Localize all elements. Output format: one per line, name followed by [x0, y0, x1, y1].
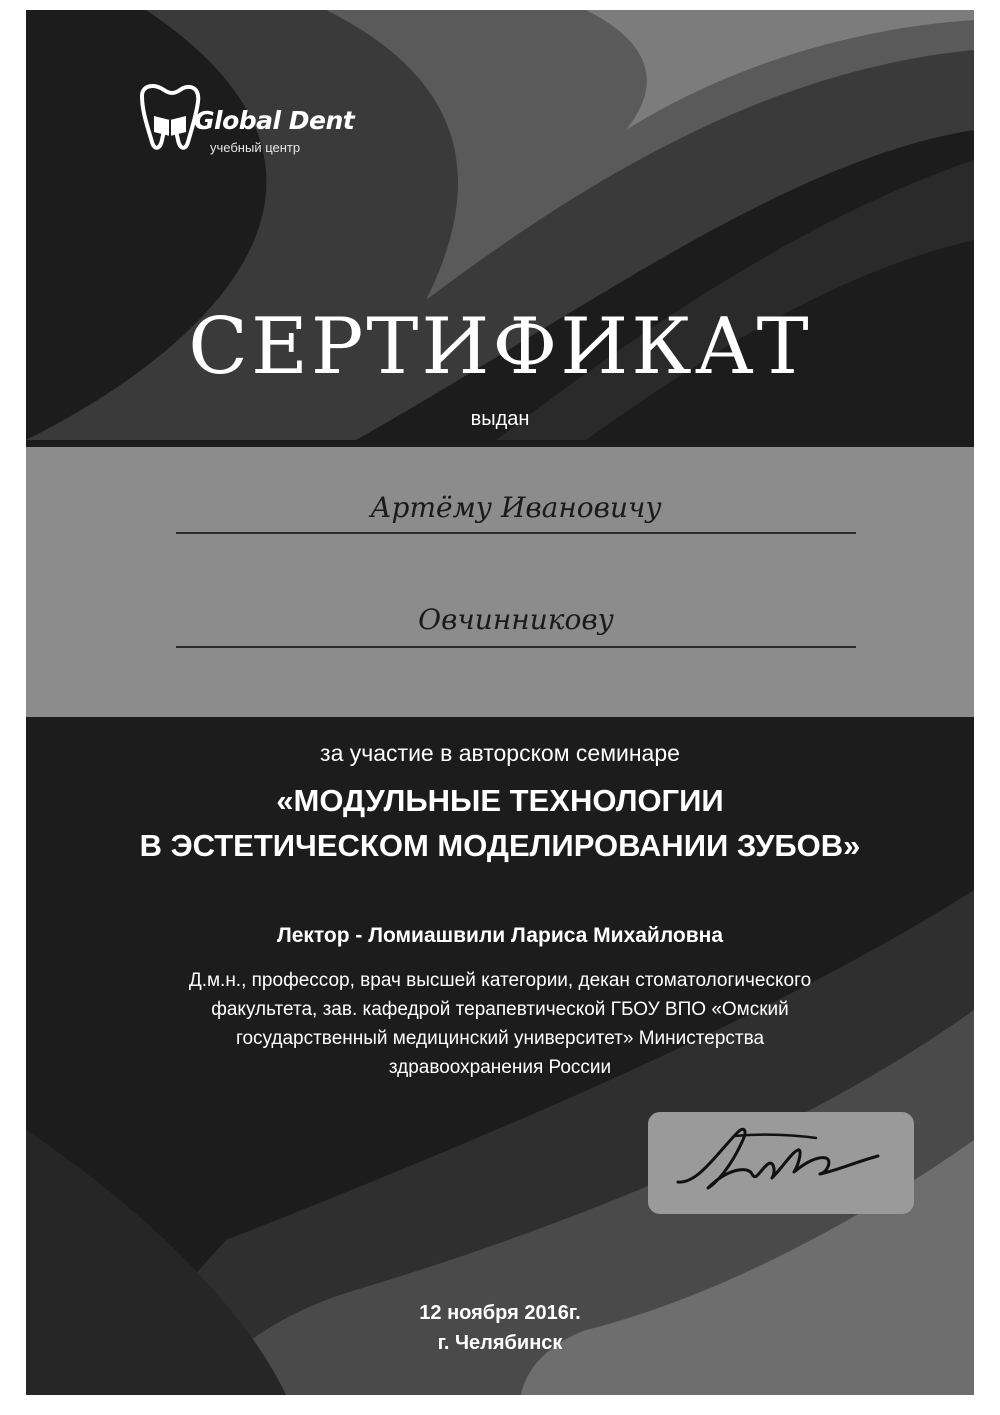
recipient-last-name: Овчинникову [418, 603, 614, 636]
seminar-title [26, 778, 974, 868]
handwritten-signature [648, 1112, 914, 1214]
signature-box [648, 1112, 914, 1214]
lecturer-description-line-4: здравоохранения России [388, 1057, 612, 1078]
issue-city: г. Челябинск [437, 1332, 563, 1354]
seminar-title-line-2: В ЭСТЕТИЧЕСКОМ МОДЕЛИРОВАНИИ ЗУБОВ» [139, 828, 861, 863]
lecturer-description-line-1: Д.м.н., профессор, врач высшей категории, декан стоматологического [188, 970, 812, 991]
recipient-band [26, 447, 974, 717]
issued-label: выдан [470, 408, 530, 430]
lecturer-description-line-2: факультета, зав. кафедрой терапевтической ГБОУ ВПО «Омский [211, 999, 789, 1020]
recipient-line-2 [176, 646, 856, 648]
seminar-title-line-1: «МОДУЛЬНЫЕ ТЕХНОЛОГИИ [276, 783, 724, 818]
lecturer-description-line-3: государственный медицинский университет» Министерства [235, 1028, 765, 1049]
certificate-title: СЕРТИФИКАТ [188, 302, 812, 392]
lecturer-description [26, 966, 974, 1082]
logo [134, 82, 394, 172]
issue-date: 12 ноября 2016г. [419, 1302, 581, 1324]
logo-subtitle: учебный центр [210, 140, 301, 155]
logo-name: Global Dent [194, 106, 355, 135]
certificate [26, 10, 974, 1395]
recipient-first-name: Артёму Ивановичу [370, 491, 662, 524]
recipient-line-1 [176, 532, 856, 534]
participation-text: за участие в авторском семинаре [320, 740, 680, 766]
lecturer-name: Лектор - Ломиашвили Лариса Михайловна [276, 924, 724, 947]
